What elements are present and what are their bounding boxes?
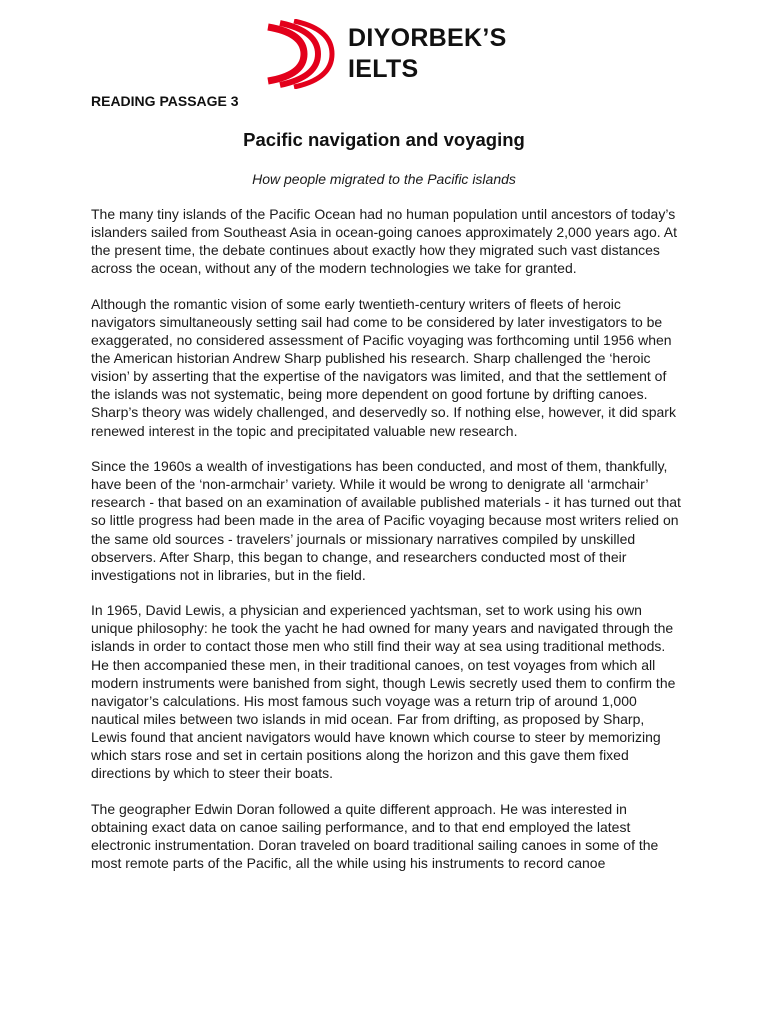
page-subtitle: How people migrated to the Pacific islands xyxy=(252,171,516,187)
paragraph-1: The many tiny islands of the Pacific Ocean had no human population until ancestors of today’s islanders sailed from Southeast Asia in ocean-going canoes approximately 2,000 years ago. At the present time, the debate continues about exactly how they migrated such vast distances across the ocean, without any of the modern technologies we take for granted. xyxy=(91,206,678,277)
page-title: Pacific navigation and voyaging xyxy=(243,129,525,150)
brand-line-1: DIYORBEK’S xyxy=(348,24,507,52)
paragraph-3: Since the 1960s a wealth of investigations has been conducted, and most of them, thankfully, have been of the ‘non-armchair’ variety. While it would be wrong to denigrate all ‘armchair’ research - that based on an examination of available published materials - it has turned out that so little progress had been made in the area of Pacific voyaging because most writers relied on the same old sources - travelers’ journals or missionary narratives compiled by unskilled observers. After Sharp, this began to change, and researchers conducted most of their investigations not in libraries, but in the field. xyxy=(91,458,681,583)
paragraph-2: Although the romantic vision of some early twentieth-century writers of fleets of heroic navigators simultaneously setting sail had come to be considered by later investigators to be exaggerated, no considered assessment of Pacific voyaging was forthcoming until 1956 when the American historian Andrew Sharp published his research. Sharp challenged the ‘heroic vision’ by asserting that the expertise of the navigators was limited, and that the settlement of the islands was not systematic, being more dependent on good fortune by drifting canoes. Sharp’s theory was widely challenged, and deservedly so. If nothing else, however, it did spark renewed interest in the topic and precipitated valuable new research. xyxy=(91,295,676,439)
paragraph-5: The geographer Edwin Doran followed a quite different approach. He was interested in obtaining exact data on canoe sailing performance, and to that end employed the latest electronic instrumentation. Doran traveled on board traditional sailing canoes in some of the most remote parts of the Pacific, all the while using his instruments to record canoe xyxy=(91,800,659,871)
brand-line-2: IELTS xyxy=(348,55,419,83)
passage-label: READING PASSAGE 3 xyxy=(91,93,239,109)
brand-logo-icon xyxy=(264,19,336,89)
header xyxy=(264,18,507,90)
paragraph-4: In 1965, David Lewis, a physician and experienced yachtsman, set to work using his own unique philosophy: he took the yacht he had owned for many years and navigated through the islands in order to contact those men who still find their way at sea using traditional methods. He then accompanied these men, in their traditional canoes, on test voyages from which all modern instruments were banished from sight, though Lewis secretly used them to confirm the navigator’s calculations. His most famous such voyage was a return trip of around 1,000 nautical miles between two islands in mid ocean. Far from drifting, as proposed by Sharp, Lewis found that ancient navigators would have known which course to steer by memorizing which stars rose and set in certain positions along the horizon and this gave them fixed directions by which to steer their boats. xyxy=(91,602,676,782)
passage-body xyxy=(91,205,681,890)
brand-name xyxy=(348,23,507,85)
